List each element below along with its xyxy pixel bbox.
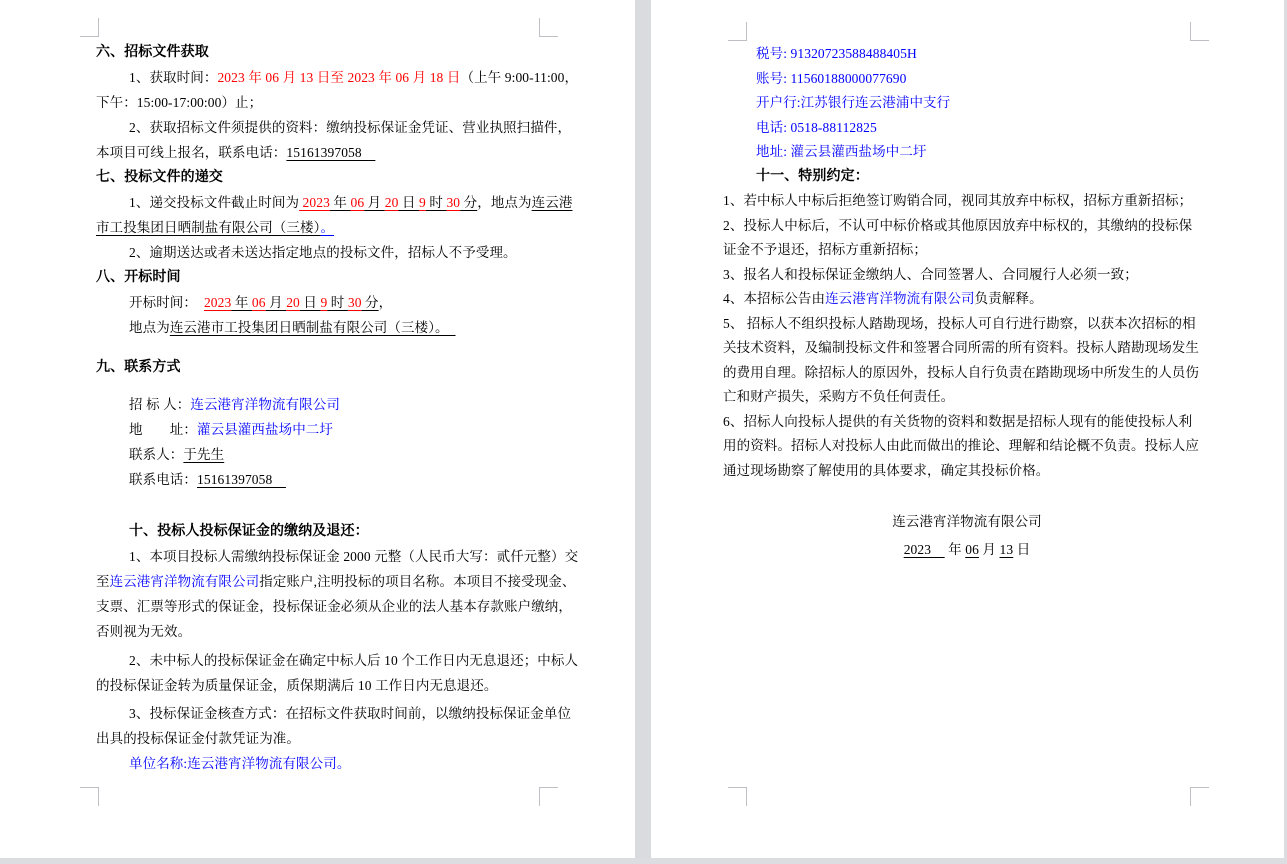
text-run: 2023 [203, 295, 232, 310]
text-run: 月 [978, 541, 1000, 557]
text-line [96, 215, 563, 240]
text-line [723, 165, 1211, 190]
section-r-sign [723, 510, 1211, 562]
text-run: 2023 [903, 541, 945, 557]
text-run: 账号: 11560188000077690 [756, 70, 907, 86]
text-line [96, 726, 563, 751]
text-run: 9 [419, 195, 426, 210]
margin-corner-mark [539, 18, 558, 37]
text-run: 1、获取时间： [129, 70, 218, 85]
left-page-text [96, 40, 579, 776]
text-line [96, 90, 563, 115]
text-line [723, 410, 1211, 435]
section-s10 [96, 519, 579, 776]
text-line [96, 115, 572, 140]
text-run: 市工投集团日晒制盐有限公司（三楼） [96, 220, 321, 235]
text-line [96, 290, 563, 315]
text-run: 连云港市工投集团日晒制盐有限公司（三楼）。 [169, 320, 456, 335]
text-run: 出具的投标保证金付款凭证为准。 [96, 731, 300, 746]
section-r11 [723, 165, 1211, 484]
text-line [96, 648, 579, 673]
text-run: 1、若中标人中标后拒绝签订购销合同，视同其放弃中标权，招标方重新招标； [723, 193, 1193, 208]
text-run: 06 [350, 195, 365, 210]
text-run: 20 [286, 295, 300, 310]
text-run: 十、投标人投标保证金的缴纳及退还： [129, 524, 369, 539]
text-run: 的费用自理。除招标人的原因外，投标人自行负责在踏勘现场中所发生的人员伤 [723, 364, 1199, 380]
text-line [96, 190, 573, 215]
text-run: 关技术资料，及编制投标文件和签署合同所需的所有资料。投标人踏勘现场发生 [723, 340, 1199, 355]
text-run: 年 [944, 541, 966, 557]
text-run: 分 [460, 195, 478, 210]
text-run: 5、 招标人不组织投标人踏勘现场，投标人可自行进行勘察，以获本次招标的相 [723, 315, 1196, 331]
text-line [96, 544, 579, 569]
text-line [96, 594, 572, 619]
text-run: 2、逾期送达或者未送达指定地点的投标文件，招标人不予受理。 [129, 245, 517, 260]
section-s7 [96, 165, 573, 265]
text-run: 月 [265, 295, 287, 310]
text-line [96, 315, 563, 340]
text-line [723, 385, 1211, 410]
text-line [723, 361, 1211, 386]
text-line [723, 287, 1211, 312]
text-run: 地 址： [129, 422, 197, 437]
text-run: 6、招标人向投标人提供的有关货物的资料和数据是招标人现有的能使投标人利 [723, 413, 1193, 429]
text-run: 负责解释。 [974, 291, 1043, 306]
section-s8 [96, 265, 563, 340]
right-page-text [723, 42, 1211, 562]
text-run: 联系人： [129, 447, 184, 462]
text-run: 于先生 [183, 447, 225, 462]
text-line [96, 673, 563, 698]
text-run: 连云港宵洋物流有限公司 [190, 397, 340, 412]
text-run: 时 [327, 295, 348, 310]
text-run: 开标时间： [129, 295, 204, 310]
text-line [96, 165, 563, 190]
text-run: 15161397058 [197, 472, 286, 487]
text-line [96, 467, 563, 492]
text-line [723, 510, 1211, 535]
text-run: 支票、汇票等形式的保证金，投标保证金必须从企业的法人基本存款账户缴纳， [96, 599, 572, 614]
text-run: 用的资料。招标人对投标人由此而做出的推论、理解和结论概不负责。投标人应 [723, 438, 1199, 453]
text-run: 证金不予退还，招标方重新招标； [723, 242, 927, 257]
text-run: 开户行:江苏银行连云港浦中支行 [756, 95, 951, 110]
text-run: 4、本招标公告由 [723, 291, 826, 306]
text-run: 06 [251, 295, 266, 310]
text-run: 招 标 人： [129, 397, 191, 412]
section-s9 [96, 355, 563, 492]
section-r-bank [723, 42, 1211, 165]
text-line [96, 442, 563, 467]
text-line [96, 751, 563, 776]
text-line [723, 238, 1211, 263]
text-line [723, 336, 1211, 361]
text-run: 20 [384, 195, 399, 210]
text-run: 连云港宵洋物流有限公司 [109, 574, 260, 589]
margin-corner-mark [80, 787, 99, 806]
text-run: ， [378, 295, 393, 310]
text-run: （上午 9:00-11:00， [460, 70, 579, 85]
text-run: 月 [364, 195, 385, 210]
text-line [723, 116, 1211, 141]
text-run: 3、报名人和投标保证金缴纳人、合同签署人、合同履行人必须一致； [723, 266, 1138, 282]
text-run: 亡和财产损失，采购方不负任何责任。 [723, 389, 955, 404]
text-run: 分 [361, 295, 379, 310]
text-run: 30 [446, 195, 461, 210]
text-run: 30 [347, 295, 362, 310]
text-line [96, 265, 563, 290]
text-run: 连云港 [531, 195, 573, 210]
text-run: 2、获取招标文件须提供的资料：缴纳投标保证金凭证、营业执照扫描件， [129, 120, 572, 135]
margin-corner-mark [1190, 787, 1209, 806]
text-line [723, 189, 1211, 214]
text-run: 2023 年 06 月 13 日至 2023 年 06 月 18 日 [217, 70, 461, 85]
text-line [723, 91, 1211, 116]
text-run: 单位名称:连云港宵洋物流有限公司。 [129, 756, 351, 771]
text-run: 13 [999, 541, 1014, 557]
margin-corner-mark [1190, 22, 1209, 41]
text-line [723, 42, 1211, 67]
text-line [96, 417, 563, 442]
text-run: 税号: 91320723588488405H [756, 46, 917, 61]
text-run: 3、投标保证金核查方式：在招标文件获取时间前，以缴纳投标保证金单位 [129, 706, 572, 721]
text-run: 灌云县灌西盐场中二圩 [197, 422, 333, 437]
text-run: 连云港宵洋物流有限公司 [825, 291, 975, 306]
margin-corner-mark [80, 18, 99, 37]
text-line [96, 240, 563, 265]
text-line [723, 263, 1211, 288]
text-line [723, 67, 1211, 92]
text-line [96, 392, 563, 417]
document-page-right [651, 0, 1287, 858]
text-run: 日 [299, 295, 321, 310]
text-run: 下午：15:00-17:00:00）止； [96, 95, 263, 110]
text-run: 十一、特别约定： [756, 168, 869, 184]
text-line [723, 459, 1211, 484]
text-run: 地址: 灌云县灌西盐场中二圩 [756, 144, 927, 159]
text-line [723, 434, 1211, 459]
text-line [723, 140, 1211, 165]
text-run: 1、本项目投标人需缴纳投标保证金 2000 元整（人民币大写：贰仟元整）交 [129, 549, 579, 564]
section-s6 [96, 40, 579, 165]
text-run: 电话: 0518-88112825 [756, 119, 877, 135]
text-run: 日 [398, 195, 420, 210]
text-run: 年 [231, 295, 252, 310]
margin-corner-mark [728, 22, 747, 41]
text-run: 1、递交投标文件截止时间为 [129, 195, 300, 210]
window-edge-strip-bottom [0, 858, 1287, 864]
text-line [96, 519, 563, 544]
margin-corner-mark [539, 787, 558, 806]
text-run: 06 [965, 541, 979, 557]
text-run: 2023 [299, 195, 330, 210]
text-line [96, 619, 563, 644]
text-line [96, 569, 576, 594]
text-run: 15161397058 [286, 145, 376, 160]
text-run: 七、投标文件的递交 [96, 170, 223, 185]
text-run: 本项目可线上报名，联系电话： [96, 145, 287, 160]
text-run: 日 [1013, 541, 1031, 557]
text-line [96, 355, 563, 380]
text-run: 联系电话： [129, 472, 197, 487]
text-run: 2、投标人中标后，不认可中标价格或其他原因放弃中标权的，其缴纳的投标保 [723, 217, 1193, 233]
page-gap [635, 0, 651, 858]
text-run: 八、开标时间 [96, 270, 181, 285]
text-run: 六、招标文件获取 [96, 45, 209, 60]
text-run: 否则视为无效。 [96, 624, 192, 639]
text-run: ，地点为 [477, 195, 532, 210]
text-run: 。 [320, 220, 335, 235]
document-page-left [0, 0, 635, 858]
text-run: 的投标保证金转为质量保证金，质保期满后 10 工作日内无息退还。 [96, 678, 498, 693]
text-line [723, 312, 1211, 337]
text-line [96, 701, 572, 726]
text-run: 9 [320, 295, 328, 310]
text-run: 连云港宵洋物流有限公司 [892, 514, 1042, 529]
text-line [723, 538, 1211, 563]
text-run: 通过现场勘察了解使用的具体要求，确定其投标价格。 [723, 462, 1050, 478]
text-run: 年 [329, 195, 351, 210]
text-line [96, 65, 579, 90]
margin-corner-mark [728, 787, 747, 806]
text-line [723, 214, 1211, 239]
text-run: 2、未中标人的投标保证金在确定中标人后 10 个工作日内无息退还；中标人 [129, 653, 579, 668]
text-run: 九、联系方式 [96, 360, 181, 375]
text-line [96, 40, 563, 65]
text-run: 指定账户,注明投标的项目名称。本项目不接受现金、 [259, 574, 576, 589]
text-run: 地点为 [129, 320, 170, 335]
text-run: 至 [96, 574, 110, 589]
text-run: 时 [425, 195, 447, 210]
text-line [96, 140, 563, 165]
